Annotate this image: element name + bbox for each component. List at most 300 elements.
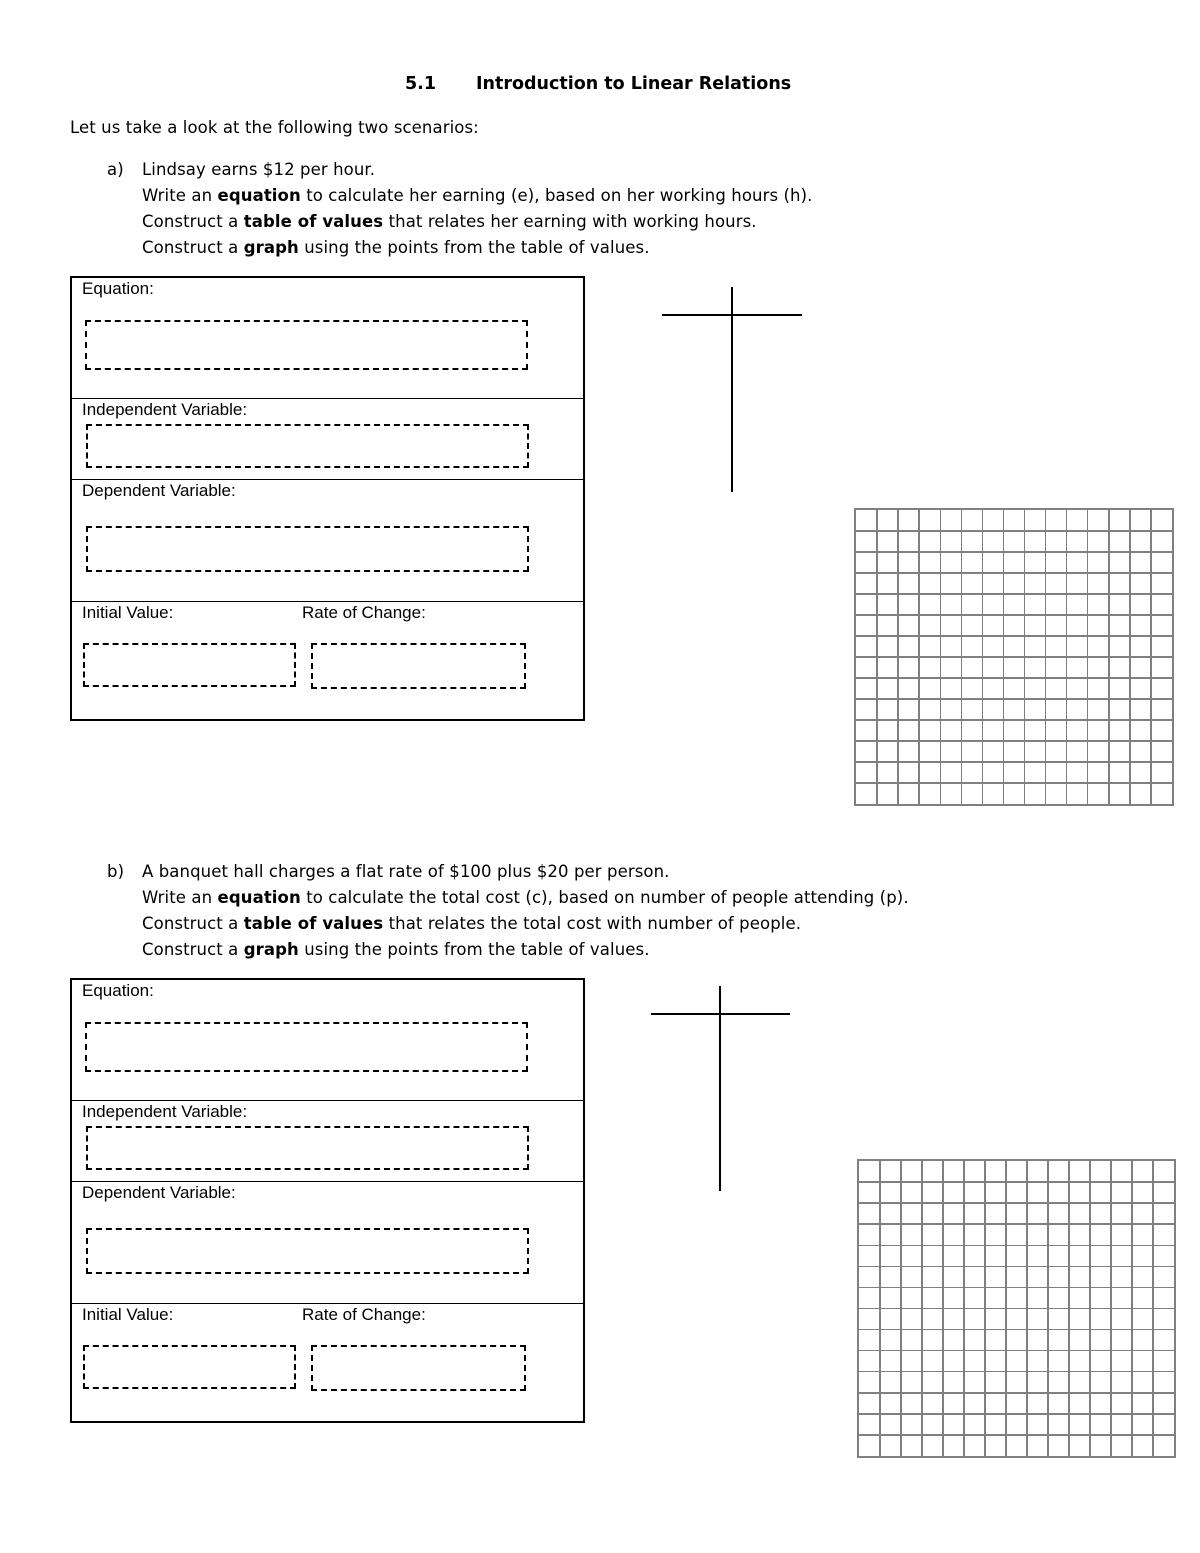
- rate-of-change-label: Rate of Change:: [302, 603, 426, 622]
- grid-cell: [1089, 1245, 1112, 1268]
- grid-cell: [858, 1392, 881, 1415]
- grid-cell: [1110, 1371, 1133, 1394]
- grid-cell: [1108, 635, 1131, 658]
- grid-cell: [1024, 572, 1047, 595]
- graph-grid[interactable]: [854, 508, 1174, 806]
- grid-cell: [918, 530, 941, 553]
- grid-cell: [1005, 1202, 1028, 1225]
- grid-cell: [1152, 1434, 1175, 1457]
- grid-cell: [879, 1329, 902, 1352]
- instruction-text: equation: [217, 888, 301, 907]
- grid-cell: [918, 698, 941, 721]
- grid-cell: [963, 1434, 986, 1457]
- grid-cell: [1152, 1160, 1175, 1183]
- grid-cell: [900, 1181, 923, 1204]
- grid-cell: [900, 1350, 923, 1373]
- grid-cell: [1003, 530, 1026, 553]
- grid-cell: [1068, 1371, 1091, 1394]
- grid-cell: [1005, 1392, 1028, 1415]
- grid-cell: [1108, 509, 1131, 532]
- grid-cell: [1003, 740, 1026, 763]
- grid-cell: [1005, 1434, 1028, 1457]
- grid-cell: [1131, 1371, 1154, 1394]
- independent-row: [72, 1101, 583, 1182]
- grid-cell: [963, 1392, 986, 1415]
- grid-cell: [1003, 782, 1026, 805]
- grid-cell: [1003, 698, 1026, 721]
- independent-variable-answer-box[interactable]: [86, 424, 529, 468]
- grid-cell: [984, 1371, 1007, 1394]
- grid-cell: [984, 1160, 1007, 1183]
- independent-variable-label: Independent Variable:: [82, 400, 248, 419]
- equation-answer-box[interactable]: [85, 1022, 528, 1072]
- grid-cell: [858, 1160, 881, 1183]
- grid-cell: [858, 1329, 881, 1352]
- grid-cell: [961, 761, 984, 784]
- grid-cell: [982, 656, 1005, 679]
- grid-cell: [982, 551, 1005, 574]
- grid-cell: [1024, 530, 1047, 553]
- dependent-row: [72, 1182, 583, 1304]
- grid-cell: [963, 1308, 986, 1331]
- grid-cell: [1108, 614, 1131, 637]
- grid-cell: [1024, 614, 1047, 637]
- grid-cell: [900, 1202, 923, 1225]
- grid-cell: [942, 1287, 965, 1310]
- grid-cell: [1131, 1245, 1154, 1268]
- grid-cell: [1066, 656, 1089, 679]
- grid-cell: [1129, 593, 1152, 616]
- grid-cell: [918, 761, 941, 784]
- grid-cell: [1110, 1160, 1133, 1183]
- grid-cell: [855, 677, 878, 700]
- grid-cell: [876, 572, 899, 595]
- grid-cell: [961, 593, 984, 616]
- grid-cell: [1129, 782, 1152, 805]
- grid-cell: [921, 1245, 944, 1268]
- grid-cell: [897, 698, 920, 721]
- dependent-variable-answer-box[interactable]: [86, 1228, 529, 1274]
- grid-cell: [879, 1160, 902, 1183]
- grid-cell: [1003, 551, 1026, 574]
- grid-cell: [940, 740, 963, 763]
- grid-cell: [1003, 509, 1026, 532]
- dependent-variable-label: Dependent Variable:: [82, 481, 236, 500]
- grid-cell: [897, 614, 920, 637]
- grid-cell: [900, 1434, 923, 1457]
- grid-cell: [855, 635, 878, 658]
- grid-cell: [1066, 614, 1089, 637]
- grid-cell: [984, 1181, 1007, 1204]
- grid-cell: [963, 1160, 986, 1183]
- grid-cell: [982, 614, 1005, 637]
- grid-cell: [879, 1287, 902, 1310]
- answer-form: [70, 978, 585, 1423]
- grid-cell: [876, 614, 899, 637]
- grid-cell: [900, 1160, 923, 1183]
- grid-cell: [1087, 656, 1110, 679]
- grid-cell: [942, 1413, 965, 1436]
- instruction-line: [142, 186, 812, 205]
- grid-cell: [1005, 1266, 1028, 1289]
- grid-cell: [1045, 614, 1068, 637]
- grid-cell: [879, 1308, 902, 1331]
- grid-cell: [1005, 1413, 1028, 1436]
- equation-answer-box[interactable]: [85, 320, 528, 370]
- initial-value-answer-box[interactable]: [83, 643, 296, 687]
- grid-cell: [1045, 551, 1068, 574]
- grid-cell: [876, 761, 899, 784]
- grid-cell: [942, 1160, 965, 1183]
- instruction-text: graph: [243, 238, 299, 257]
- grid-cell: [984, 1329, 1007, 1352]
- grid-cell: [1045, 509, 1068, 532]
- grid-cell: [918, 635, 941, 658]
- instruction-line: [142, 862, 670, 881]
- grid-cell: [900, 1308, 923, 1331]
- grid-cell: [1108, 782, 1131, 805]
- grid-cell: [1087, 761, 1110, 784]
- grid-cell: [879, 1371, 902, 1394]
- grid-cell: [1068, 1308, 1091, 1331]
- grid-cell: [940, 572, 963, 595]
- grid-cell: [1131, 1287, 1154, 1310]
- grid-cell: [1045, 635, 1068, 658]
- grid-cell: [1005, 1350, 1028, 1373]
- grid-cell: [1110, 1329, 1133, 1352]
- grid-cell: [1024, 782, 1047, 805]
- grid-cell: [1047, 1434, 1070, 1457]
- grid-cell: [1003, 656, 1026, 679]
- grid-cell: [1150, 740, 1173, 763]
- grid-cell: [982, 719, 1005, 742]
- grid-cell: [1068, 1202, 1091, 1225]
- grid-cell: [921, 1160, 944, 1183]
- grid-cell: [1026, 1392, 1049, 1415]
- grid-cell: [1066, 782, 1089, 805]
- grid-cell: [1026, 1266, 1049, 1289]
- grid-cell: [1152, 1392, 1175, 1415]
- rate-of-change-label: Rate of Change:: [302, 1305, 426, 1324]
- grid-cell: [858, 1245, 881, 1268]
- grid-cell: [1131, 1266, 1154, 1289]
- grid-cell: [918, 677, 941, 700]
- grid-cell: [897, 761, 920, 784]
- grid-cell: [1047, 1371, 1070, 1394]
- grid-cell: [1047, 1392, 1070, 1415]
- grid-cell: [897, 782, 920, 805]
- instruction-text: to calculate the total cost (c), based on number of people attending (p).: [300, 888, 909, 907]
- grid-cell: [942, 1202, 965, 1225]
- grid-cell: [1066, 551, 1089, 574]
- grid-cell: [876, 740, 899, 763]
- instruction-text: Construct a: [142, 914, 244, 933]
- grid-cell: [1066, 530, 1089, 553]
- grid-cell: [1129, 761, 1152, 784]
- instruction-line: [142, 888, 909, 907]
- instruction-line: [142, 238, 650, 257]
- grid-cell: [900, 1392, 923, 1415]
- grid-cell: [858, 1287, 881, 1310]
- grid-cell: [940, 719, 963, 742]
- initial-value-label: Initial Value:: [82, 1305, 174, 1324]
- grid-cell: [984, 1202, 1007, 1225]
- grid-cell: [1131, 1434, 1154, 1457]
- instruction-line: [142, 212, 757, 231]
- grid-cell: [1068, 1413, 1091, 1436]
- grid-cell: [1131, 1160, 1154, 1183]
- grid-cell: [855, 761, 878, 784]
- grid-cell: [1066, 740, 1089, 763]
- grid-cell: [921, 1350, 944, 1373]
- grid-cell: [1131, 1413, 1154, 1436]
- grid-cell: [921, 1181, 944, 1204]
- grid-cell: [1150, 635, 1173, 658]
- independent-variable-answer-box[interactable]: [86, 1126, 529, 1170]
- instruction-line: [142, 940, 650, 959]
- grid-cell: [1024, 719, 1047, 742]
- grid-cell: [879, 1223, 902, 1246]
- grid-cell: [1087, 530, 1110, 553]
- grid-cell: [1047, 1223, 1070, 1246]
- instruction-text: using the points from the table of values.: [298, 940, 650, 959]
- grid-cell: [1131, 1308, 1154, 1331]
- grid-cell: [1150, 551, 1173, 574]
- grid-cell: [1089, 1308, 1112, 1331]
- grid-cell: [855, 551, 878, 574]
- grid-cell: [900, 1371, 923, 1394]
- initial-value-answer-box[interactable]: [83, 1345, 296, 1389]
- grid-cell: [897, 740, 920, 763]
- grid-cell: [900, 1266, 923, 1289]
- grid-cell: [942, 1266, 965, 1289]
- grid-cell: [1024, 635, 1047, 658]
- grid-cell: [879, 1350, 902, 1373]
- grid-cell: [1110, 1202, 1133, 1225]
- grid-cell: [1026, 1245, 1049, 1268]
- grid-cell: [855, 509, 878, 532]
- grid-cell: [858, 1350, 881, 1373]
- grid-cell: [963, 1371, 986, 1394]
- rate-of-change-answer-box[interactable]: [311, 643, 526, 689]
- grid-cell: [982, 761, 1005, 784]
- grid-cell: [1045, 698, 1068, 721]
- instruction-text: to calculate her earning (e), based on her working hours (h).: [300, 186, 813, 205]
- grid-cell: [963, 1202, 986, 1225]
- grid-cell: [984, 1266, 1007, 1289]
- grid-cell: [1150, 761, 1173, 784]
- initial-rate-row: [72, 1304, 583, 1421]
- grid-cell: [855, 614, 878, 637]
- grid-cell: [1152, 1287, 1175, 1310]
- grid-cell: [918, 614, 941, 637]
- grid-cell: [1024, 698, 1047, 721]
- grid-cell: [961, 698, 984, 721]
- grid-cell: [855, 572, 878, 595]
- grid-cell: [1003, 719, 1026, 742]
- grid-cell: [1131, 1223, 1154, 1246]
- grid-cell: [942, 1245, 965, 1268]
- table-of-values-divider-line: [731, 287, 733, 492]
- grid-cell: [1087, 593, 1110, 616]
- instruction-text: table of values: [243, 914, 384, 933]
- grid-cell: [1045, 656, 1068, 679]
- grid-cell: [940, 677, 963, 700]
- grid-cell: [961, 782, 984, 805]
- table-of-values-divider-line: [719, 986, 721, 1191]
- grid-cell: [1045, 740, 1068, 763]
- grid-cell: [1047, 1308, 1070, 1331]
- grid-cell: [1005, 1329, 1028, 1352]
- grid-cell: [1129, 698, 1152, 721]
- initial-value-label: Initial Value:: [82, 603, 174, 622]
- grid-cell: [963, 1350, 986, 1373]
- grid-cell: [942, 1434, 965, 1457]
- grid-cell: [1089, 1223, 1112, 1246]
- grid-cell: [940, 551, 963, 574]
- grid-cell: [900, 1413, 923, 1436]
- grid-cell: [921, 1371, 944, 1394]
- grid-cell: [858, 1413, 881, 1436]
- grid-cell: [982, 530, 1005, 553]
- grid-cell: [982, 740, 1005, 763]
- grid-cell: [1108, 572, 1131, 595]
- grid-cell: [1131, 1329, 1154, 1352]
- grid-cell: [1108, 740, 1131, 763]
- grid-cell: [1089, 1181, 1112, 1204]
- grid-cell: [940, 698, 963, 721]
- grid-cell: [876, 719, 899, 742]
- grid-cell: [1089, 1266, 1112, 1289]
- grid-cell: [1068, 1160, 1091, 1183]
- grid-cell: [900, 1223, 923, 1246]
- grid-cell: [855, 719, 878, 742]
- grid-cell: [1026, 1202, 1049, 1225]
- grid-cell: [1068, 1223, 1091, 1246]
- grid-cell: [942, 1371, 965, 1394]
- grid-cell: [1003, 677, 1026, 700]
- grid-cell: [1089, 1287, 1112, 1310]
- grid-cell: [940, 635, 963, 658]
- grid-cell: [1005, 1223, 1028, 1246]
- instruction-text: equation: [217, 186, 301, 205]
- grid-cell: [1047, 1160, 1070, 1183]
- grid-cell: [961, 572, 984, 595]
- grid-cell: [858, 1308, 881, 1331]
- instruction-text: Write an: [142, 186, 218, 205]
- grid-cell: [1047, 1413, 1070, 1436]
- grid-cell: [1005, 1181, 1028, 1204]
- grid-cell: [961, 719, 984, 742]
- table-of-values-header-line: [651, 1013, 790, 1015]
- grid-cell: [897, 656, 920, 679]
- grid-cell: [1045, 782, 1068, 805]
- grid-cell: [1024, 656, 1047, 679]
- grid-cell: [1005, 1245, 1028, 1268]
- grid-cell: [897, 509, 920, 532]
- grid-cell: [1129, 614, 1152, 637]
- page-title: Introduction to Linear Relations: [476, 74, 792, 94]
- grid-cell: [961, 614, 984, 637]
- rate-of-change-answer-box[interactable]: [311, 1345, 526, 1391]
- grid-cell: [1003, 761, 1026, 784]
- grid-cell: [1087, 677, 1110, 700]
- grid-cell: [1087, 719, 1110, 742]
- grid-cell: [897, 551, 920, 574]
- grid-cell: [1066, 509, 1089, 532]
- grid-cell: [1066, 761, 1089, 784]
- grid-cell: [900, 1245, 923, 1268]
- grid-cell: [1087, 698, 1110, 721]
- grid-cell: [1150, 572, 1173, 595]
- grid-cell: [855, 740, 878, 763]
- grid-cell: [897, 677, 920, 700]
- grid-cell: [921, 1223, 944, 1246]
- grid-cell: [876, 635, 899, 658]
- independent-row: [72, 399, 583, 480]
- grid-cell: [876, 782, 899, 805]
- grid-cell: [1108, 719, 1131, 742]
- grid-cell: [1150, 782, 1173, 805]
- dependent-variable-answer-box[interactable]: [86, 526, 529, 572]
- grid-cell: [1129, 719, 1152, 742]
- grid-cell: [1003, 614, 1026, 637]
- grid-cell: [897, 719, 920, 742]
- grid-cell: [1089, 1329, 1112, 1352]
- grid-cell: [984, 1434, 1007, 1457]
- grid-cell: [1045, 677, 1068, 700]
- grid-cell: [1129, 572, 1152, 595]
- grid-cell: [858, 1371, 881, 1394]
- grid-cell: [1150, 656, 1173, 679]
- grid-cell: [963, 1181, 986, 1204]
- grid-cell: [1005, 1160, 1028, 1183]
- grid-cell: [1089, 1371, 1112, 1394]
- graph-grid[interactable]: [857, 1159, 1176, 1458]
- grid-cell: [1024, 677, 1047, 700]
- grid-cell: [942, 1308, 965, 1331]
- grid-cell: [1045, 530, 1068, 553]
- grid-cell: [855, 593, 878, 616]
- grid-cell: [1110, 1266, 1133, 1289]
- grid-cell: [1110, 1245, 1133, 1268]
- grid-cell: [1087, 782, 1110, 805]
- grid-cell: [1150, 698, 1173, 721]
- grid-cell: [1110, 1350, 1133, 1373]
- grid-cell: [1047, 1329, 1070, 1352]
- grid-cell: [1087, 740, 1110, 763]
- grid-cell: [921, 1413, 944, 1436]
- grid-cell: [1026, 1160, 1049, 1183]
- grid-cell: [1129, 551, 1152, 574]
- grid-cell: [1152, 1202, 1175, 1225]
- grid-cell: [1068, 1392, 1091, 1415]
- grid-cell: [876, 677, 899, 700]
- grid-cell: [961, 509, 984, 532]
- grid-cell: [879, 1266, 902, 1289]
- grid-cell: [1087, 509, 1110, 532]
- grid-cell: [1026, 1181, 1049, 1204]
- grid-cell: [1047, 1245, 1070, 1268]
- grid-cell: [1110, 1181, 1133, 1204]
- grid-cell: [982, 635, 1005, 658]
- grid-cell: [1003, 635, 1026, 658]
- instruction-text: that relates her earning with working hours.: [383, 212, 757, 231]
- grid-cell: [984, 1413, 1007, 1436]
- grid-cell: [876, 593, 899, 616]
- answer-form: [70, 276, 585, 721]
- grid-cell: [963, 1329, 986, 1352]
